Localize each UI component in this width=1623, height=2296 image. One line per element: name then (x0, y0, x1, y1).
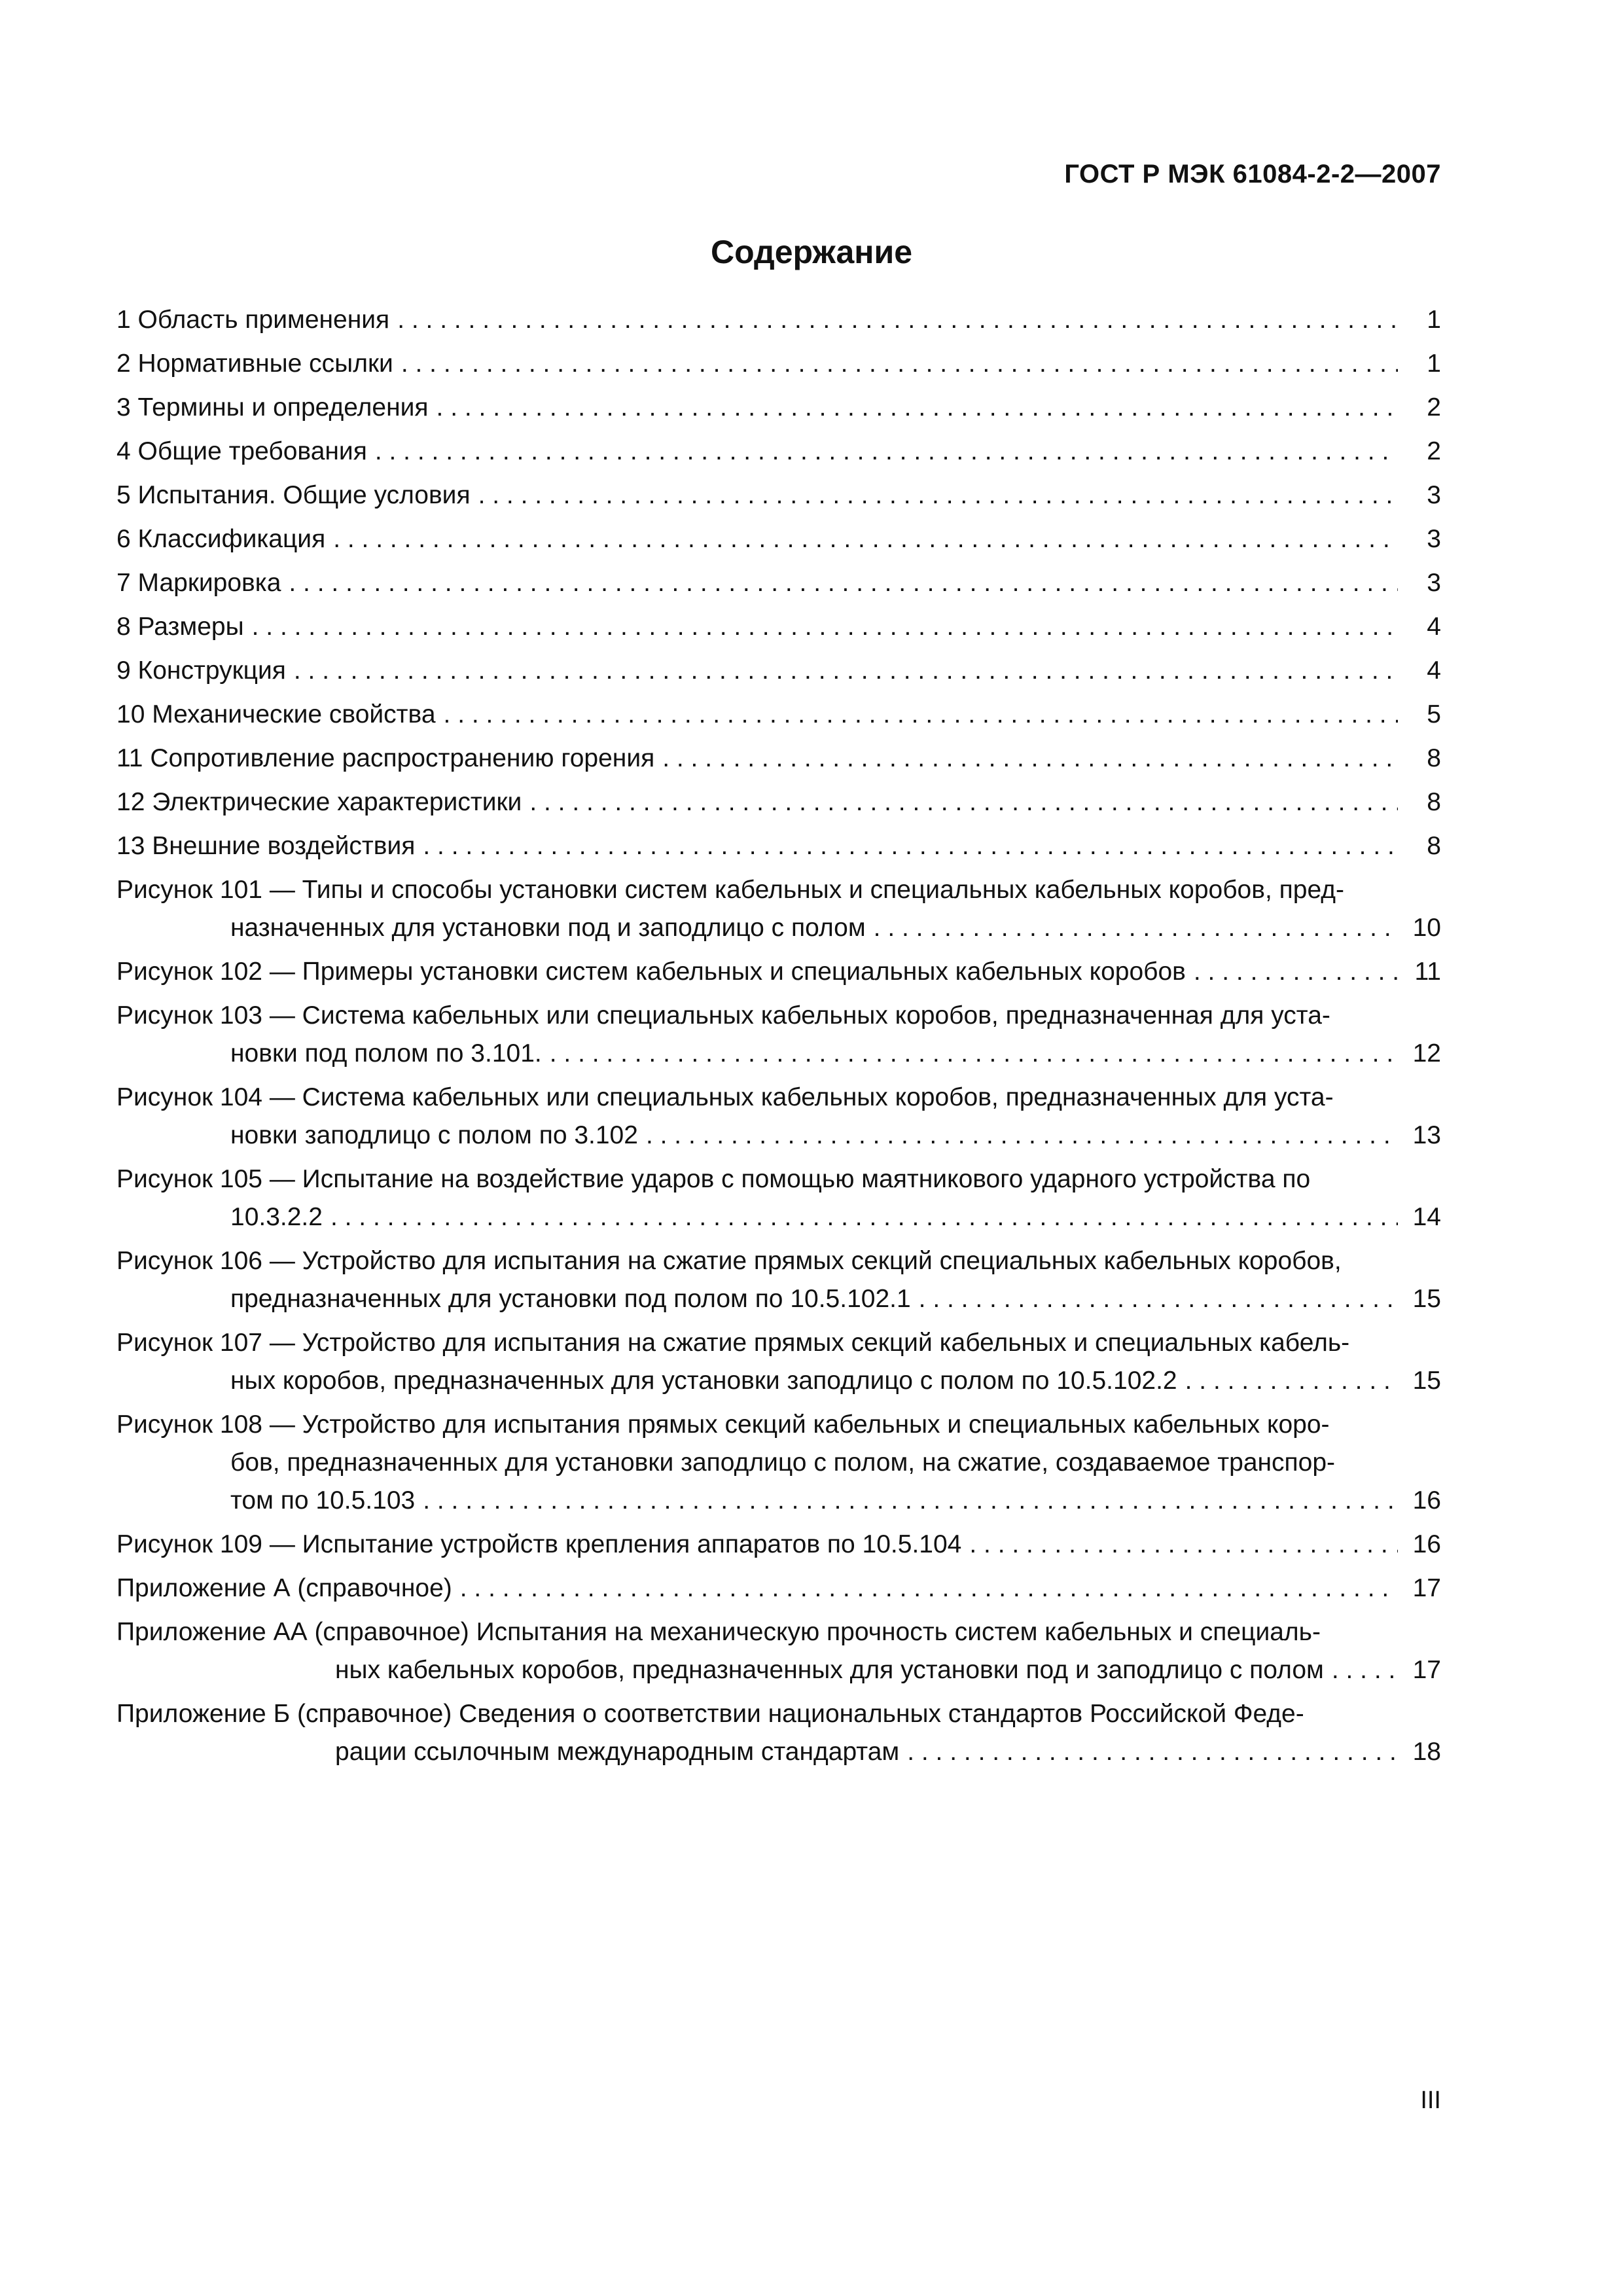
toc-entry-label: Рисунок 105 — Испытание на воздействие ударов с помощью маятникового ударного устройства по (116, 1165, 1311, 1193)
document-code: ГОСТ Р МЭК 61084-2-2—2007 (1064, 160, 1441, 188)
toc-entry-section-5[interactable] (116, 476, 1441, 514)
leader-dots (907, 1733, 1398, 1771)
leader-dots (478, 476, 1398, 514)
toc-entry-label: 3 Термины и определения (116, 393, 429, 422)
toc-entry-page: 3 (1427, 569, 1441, 597)
toc-entry-page: 10 (1412, 914, 1441, 942)
toc-entry-label-continued: новки под полом по 3.101. (230, 1039, 542, 1067)
toc-entry-page: 8 (1427, 788, 1441, 816)
toc-entry-figure-105[interactable] (116, 1160, 1441, 1236)
toc-entry-label: Рисунок 103 — Система кабельных или специальных кабельных коробов, предназначенная для уста- (116, 1001, 1330, 1030)
toc-entry-label: 11 Сопротивление распространению горения (116, 744, 655, 772)
toc-entry-label: 1 Область применения (116, 306, 390, 334)
toc-entry-page: 1 (1427, 306, 1441, 334)
leader-dots (437, 389, 1398, 427)
toc-entry-section-10[interactable] (116, 696, 1441, 734)
toc-entry-figure-101[interactable] (116, 871, 1441, 947)
toc-entry-label-continued: предназначенных для установки под полом по 10.5.102.1 (230, 1285, 911, 1313)
toc-entry-label: 6 Классификация (116, 525, 326, 553)
leader-dots (646, 1117, 1398, 1155)
toc-entry-label: Приложение АА (справочное) Испытания на механическую прочность систем кабельных и специаль- (116, 1618, 1321, 1646)
leader-dots (1185, 1362, 1398, 1400)
toc-entry-page: 17 (1412, 1656, 1441, 1684)
toc-entry-label: Рисунок 106 — Устройство для испытания на сжатие прямых секций специальных кабельных коробов, (116, 1247, 1342, 1275)
toc-entry-figure-103[interactable] (116, 997, 1441, 1073)
leader-dots (874, 909, 1398, 947)
toc-title: Содержание (710, 234, 913, 270)
toc-entry-label-continued: ных коробов, предназначенных для установки заподлицо с полом по 10.5.102.2 (230, 1367, 1177, 1395)
leader-dots (423, 1482, 1398, 1520)
leader-dots (294, 652, 1398, 690)
toc-entry-figure-102[interactable] (116, 953, 1441, 991)
leader-dots (401, 345, 1398, 383)
leader-dots (252, 608, 1398, 646)
toc-entry-figure-106[interactable] (116, 1242, 1441, 1318)
toc-entry-label: 10 Механические свойства (116, 700, 436, 728)
leader-dots (919, 1280, 1398, 1318)
leader-dots (444, 696, 1398, 734)
toc-entry-page: 2 (1427, 393, 1441, 422)
toc-entry-label-continued: бов, предназначенных для установки заподлицо с полом, на сжатие, создаваемое транспор- (230, 1448, 1336, 1477)
toc-entry-page: 11 (1414, 958, 1441, 986)
table-of-contents (116, 301, 1441, 1777)
toc-entry-label-continued: назначенных для установки под и заподлицо с полом (230, 914, 866, 942)
toc-entry-page: 2 (1427, 437, 1441, 465)
toc-entry-label: Приложение Б (справочное) Сведения о соответствии национальных стандартов Российской Феде- (116, 1700, 1304, 1728)
toc-entry-figure-109[interactable] (116, 1526, 1441, 1564)
toc-entry-label: 8 Размеры (116, 613, 244, 641)
toc-entry-page: 4 (1427, 613, 1441, 641)
toc-entry-page: 15 (1412, 1367, 1441, 1395)
page-number: III (1420, 2087, 1441, 2114)
toc-entry-section-2[interactable] (116, 345, 1441, 383)
toc-entry-annex-aa[interactable] (116, 1613, 1441, 1689)
toc-entry-label-continued: рации ссылочным международным стандартам (335, 1738, 900, 1766)
toc-entry-page: 1 (1427, 350, 1441, 378)
leader-dots (397, 301, 1398, 339)
toc-entry-label: 12 Электрические характеристики (116, 788, 522, 816)
leader-dots (662, 740, 1398, 778)
toc-entry-label: Рисунок 104 — Система кабельных или специальных кабельных коробов, предназначенных для уста- (116, 1083, 1334, 1111)
toc-entry-label-continued: ных кабельных коробов, предназначенных для установки под и заподлицо с полом (335, 1656, 1324, 1684)
leader-dots (330, 1198, 1398, 1236)
toc-entry-figure-107[interactable] (116, 1324, 1441, 1400)
toc-entry-label-continued: 10.3.2.2 (230, 1203, 323, 1231)
toc-entry-label: 13 Внешние воздействия (116, 832, 416, 860)
toc-entry-page: 4 (1427, 656, 1441, 685)
toc-entry-page: 12 (1412, 1039, 1441, 1067)
leader-dots (375, 433, 1398, 471)
leader-dots (969, 1526, 1398, 1564)
toc-entry-label: 5 Испытания. Общие условия (116, 481, 471, 509)
leader-dots (1332, 1651, 1398, 1689)
toc-entry-page: 17 (1412, 1574, 1441, 1602)
toc-entry-section-8[interactable] (116, 608, 1441, 646)
toc-entry-page: 18 (1412, 1738, 1441, 1766)
toc-entry-section-6[interactable] (116, 520, 1441, 558)
toc-entry-figure-108[interactable] (116, 1406, 1441, 1520)
toc-entry-label: 9 Конструкция (116, 656, 286, 685)
leader-dots (460, 1570, 1398, 1607)
toc-entry-page: 3 (1427, 525, 1441, 553)
toc-entry-label-continued: новки заподлицо с полом по 3.102 (230, 1121, 638, 1149)
toc-entry-page: 16 (1412, 1486, 1441, 1515)
toc-entry-annex-b[interactable] (116, 1695, 1441, 1771)
leader-dots (1194, 953, 1398, 991)
leader-dots (550, 1035, 1398, 1073)
toc-entry-section-7[interactable] (116, 564, 1441, 602)
toc-entry-label: Рисунок 107 — Устройство для испытания на сжатие прямых секций кабельных и специальных кабель- (116, 1329, 1350, 1357)
toc-entry-section-1[interactable] (116, 301, 1441, 339)
toc-entry-page: 8 (1427, 832, 1441, 860)
toc-entry-section-3[interactable] (116, 389, 1441, 427)
toc-entry-page: 3 (1427, 481, 1441, 509)
toc-entry-page: 13 (1412, 1121, 1441, 1149)
toc-entry-page: 5 (1427, 700, 1441, 728)
toc-entry-label: 2 Нормативные ссылки (116, 350, 393, 378)
toc-entry-label-continued: том по 10.5.103 (230, 1486, 416, 1515)
toc-entry-label: 7 Маркировка (116, 569, 281, 597)
toc-entry-label: Рисунок 109 — Испытание устройств крепления аппаратов по 10.5.104 (116, 1530, 962, 1558)
toc-entry-section-9[interactable] (116, 652, 1441, 690)
toc-entry-label: Рисунок 101 — Типы и способы установки систем кабельных и специальных кабельных коробов, пред- (116, 876, 1345, 904)
toc-entry-label: Рисунок 108 — Устройство для испытания прямых секций кабельных и специальных кабельных коро- (116, 1410, 1330, 1439)
leader-dots (333, 520, 1398, 558)
toc-entry-annex-a[interactable] (116, 1570, 1441, 1607)
leader-dots (289, 564, 1398, 602)
leader-dots (423, 827, 1398, 865)
toc-entry-section-12[interactable] (116, 783, 1441, 821)
toc-entry-page: 14 (1412, 1203, 1441, 1231)
toc-entry-label: 4 Общие требования (116, 437, 367, 465)
toc-entry-page: 16 (1412, 1530, 1441, 1558)
toc-entry-section-13[interactable] (116, 827, 1441, 865)
leader-dots (529, 783, 1398, 821)
toc-entry-page: 15 (1412, 1285, 1441, 1313)
toc-entry-label: Приложение А (справочное) (116, 1574, 452, 1602)
toc-entry-figure-104[interactable] (116, 1079, 1441, 1155)
toc-entry-label: Рисунок 102 — Примеры установки систем кабельных и специальных кабельных коробов (116, 958, 1186, 986)
toc-entry-section-11[interactable] (116, 740, 1441, 778)
toc-entry-section-4[interactable] (116, 433, 1441, 471)
toc-entry-page: 8 (1427, 744, 1441, 772)
